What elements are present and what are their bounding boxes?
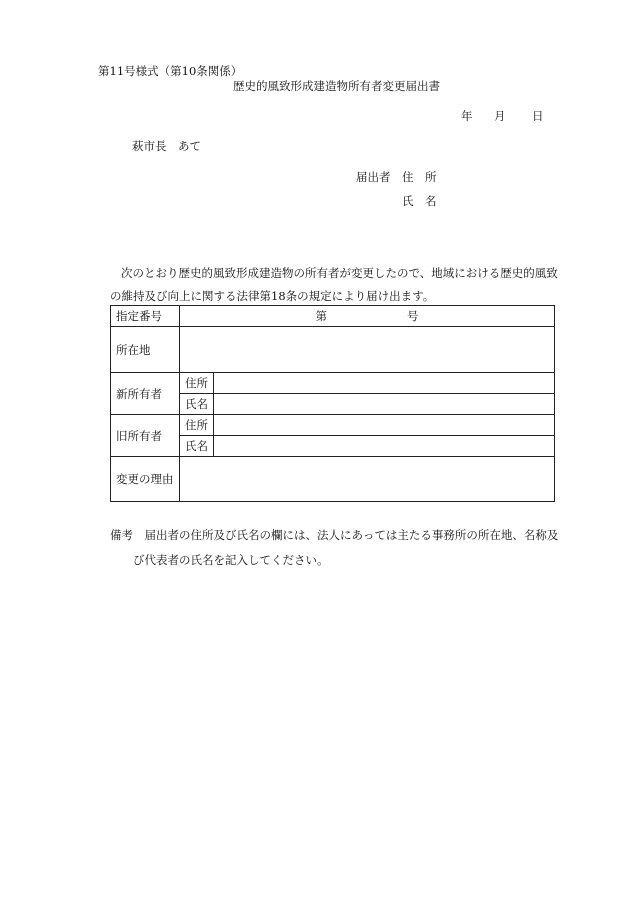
body-text (110, 262, 585, 308)
designation-row (111, 306, 555, 327)
note-line-2: び代表者の氏名を記入してください。 (133, 553, 329, 567)
old-owner-name-label: 氏名 (180, 436, 214, 457)
new-owner-address-label: 住所 (180, 373, 214, 394)
old-owner-name-field[interactable] (214, 436, 555, 457)
date-month-label: 月 (494, 109, 506, 123)
dai-label: 第 (315, 309, 327, 323)
reason-field[interactable] (180, 457, 555, 502)
body-line-1: 次のとおり歴史的風致形成建造物の所有者が変更したので、地域における歴史的風致 (121, 266, 558, 280)
addressee: 萩市長 あて (132, 139, 201, 153)
old-owner-label: 旧所有者 (111, 415, 180, 457)
note-line-1: 備考 届出者の住所及び氏名の欄には、法人にあっては主たる事務所の所在地、名称及 (110, 528, 559, 542)
note (110, 523, 590, 573)
notifier-label: 届出者 (356, 170, 391, 184)
designation-number-field[interactable] (180, 306, 555, 327)
location-field[interactable] (180, 327, 555, 373)
old-owner-address-label: 住所 (180, 415, 214, 436)
reason-row (111, 457, 555, 502)
new-owner-address-field[interactable] (214, 373, 555, 394)
date-day-label: 日 (532, 109, 544, 123)
new-owner-name-field[interactable] (214, 394, 555, 415)
date-year-label: 年 (461, 109, 473, 123)
body-line-2: の維持及び向上に関する法律第18条の規定により届け出ます。 (110, 289, 435, 303)
new-owner-name-label: 氏名 (180, 394, 214, 415)
document-title: 歴史的風致形成建造物所有者変更届出書 (233, 79, 440, 93)
notifier-name-label: 氏 名 (402, 194, 437, 208)
old-owner-address-row (111, 415, 555, 436)
location-row (111, 327, 555, 373)
notifier-address-label: 住 所 (402, 170, 437, 184)
designation-number-label: 指定番号 (111, 306, 180, 327)
go-label: 号 (407, 309, 419, 323)
form-number: 第11号様式（第10条関係） (98, 64, 243, 78)
reason-label: 変更の理由 (111, 457, 180, 502)
new-owner-address-row (111, 373, 555, 394)
old-owner-address-field[interactable] (214, 415, 555, 436)
location-label: 所在地 (111, 327, 180, 373)
new-owner-label: 新所有者 (111, 373, 180, 415)
form-table (110, 305, 555, 502)
